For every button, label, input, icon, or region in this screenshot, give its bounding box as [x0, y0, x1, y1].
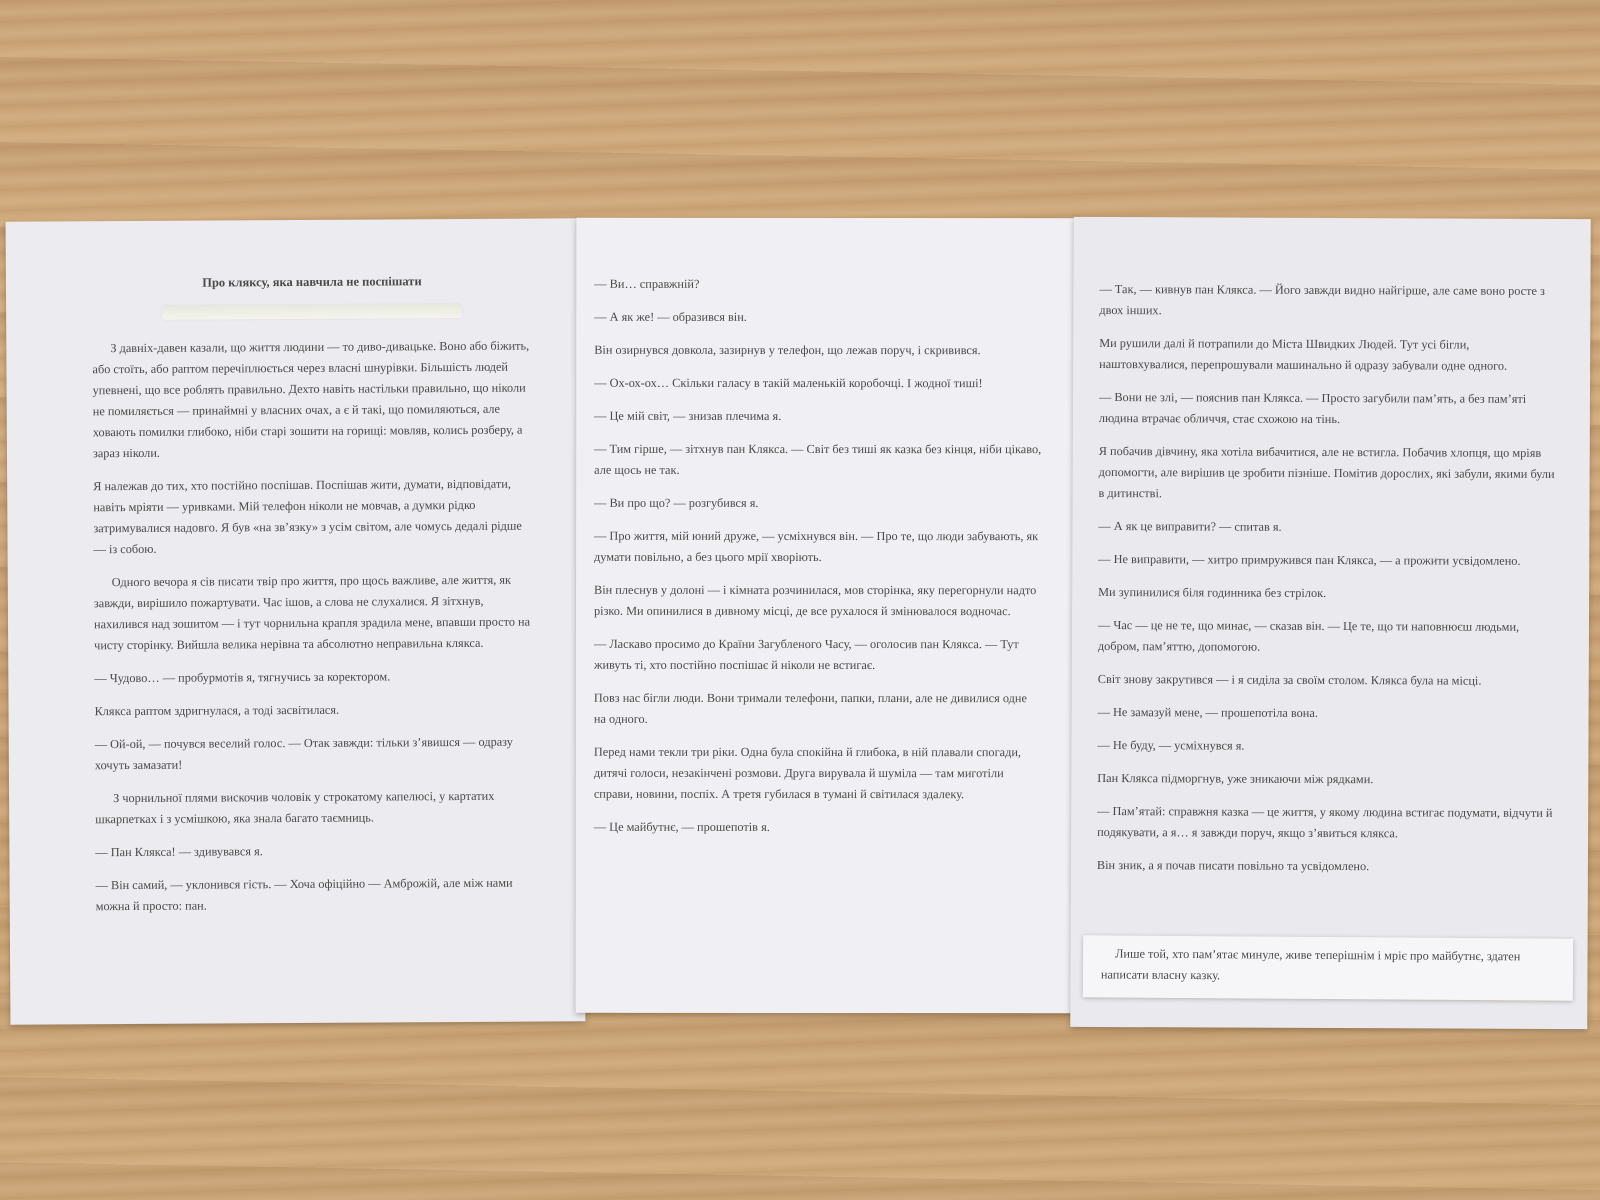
paragraph: Пан Клякса підморгнув, уже зникаючи між рядками.: [1097, 770, 1374, 787]
page-1-text: [92, 271, 536, 930]
paragraph: — Він самий, — уклонився гість. — Хоча офіційно — Амброжій, але між нами можна й просто: пан.: [95, 875, 513, 914]
paragraph: Світ знову закрутився — і я сиділа за своїм столом. Клякса була на місці.: [1097, 671, 1482, 688]
story-title: Про кляксу, яка навчила не поспішати: [202, 274, 422, 290]
page-2: [576, 218, 1079, 1013]
paragraph: — А як це виправити? — спитав я.: [1098, 518, 1282, 534]
page-1: [6, 218, 586, 1024]
paragraph: Він плеснув у долоні — і кімната розчинилася, мов сторінка, яку перегорнули надто різко. Ми опинилися в дивному місці, де все рухалося й змінювалося водночас.: [593, 582, 1037, 619]
page-1-paragraphs: [92, 336, 536, 918]
pasted-slip: [1083, 935, 1573, 1000]
paragraph: — Ви про що? — розгубився я.: [594, 495, 759, 510]
paragraph: — Це майбутнє, — прошепотів я.: [593, 819, 770, 834]
paragraph: — Це мій світ, — знизав плечима я.: [594, 408, 782, 423]
paragraph: — Час — це не те, що минає, — сказав він. — Це те, що ти наповнюєш людьми, добром, пам’яттю, допомогою.: [1097, 617, 1520, 654]
paragraph: — Про життя, мій юний друже, — усміхнувся він. — Про те, що люди забувають, як думати повільно, а без цього мрії хворіють.: [594, 528, 1039, 564]
paragraph: — Тим гірше, — зітхнув пан Клякса. — Світ без тиші як казка без кінця, ніби цікаво, але щось не так.: [594, 441, 1042, 477]
paragraph: — Чудово… — пробурмотів я, тягнучись за коректором.: [94, 669, 391, 686]
paragraph: Повз нас бігли люди. Вони тримали телефони, папки, плани, але не дивилися одне на одного.: [593, 690, 1027, 726]
paragraph: З давніх-давен казали, що життя людини — то диво-дивацьке. Воно або біжить, або стоїть, або раптом перечіплюється через власні шнурівки. Більшість людей упевнені, що все роблять правильно. Дехто навіть настільки правильно, що ніколи не помиляється — принаймні у власних очах, а є й такі, що помиляються, але ховають помилки глибоко, ніби старі зошити на горищі: мовляв, колись розберу, а зараз ніколи.: [92, 338, 530, 461]
paragraph: — Не замазуй мене, — прошепотіла вона.: [1097, 704, 1318, 720]
paragraph: — Не виправити, — хитро примружився пан Клякса, — а прожити усвідомлено.: [1098, 551, 1521, 568]
paragraph: — Ласкаво просимо до Країни Загубленого Часу, — оголосив пан Клякса. — Тут живуть ті, хто постійно поспішає й ніколи не встигає.: [593, 636, 1019, 673]
paragraph: — Ой-ой, — почувся веселий голос. — Отак завжди: тільки з’явишся — одразу хочуть замазати!: [94, 734, 513, 773]
paragraph: — Не буду, — усміхнувся я.: [1097, 737, 1245, 753]
tape-strip: [162, 304, 462, 320]
paragraph: Ми рушили далі й потрапили до Міста Швидких Людей. Тут усі бігли, наштовхувалися, перепрошували машинально й одразу забували одне одного.: [1099, 335, 1508, 373]
paragraph: Клякса раптом здригнулася, а тоді засвітилася.: [94, 702, 340, 719]
paragraph: Він озирнувся довкола, зазирнув у телефон, що лежав поруч, і скривився.: [594, 342, 981, 358]
paragraph: — Пам’ятай: справжня казка — це життя, у якому людина встигає подумати, відчути й подякувати, а я… я завжди поруч, якщо з’явиться клякса.: [1097, 803, 1553, 841]
page-3: [1070, 217, 1591, 1029]
paragraph: Я побачив дівчину, яка хотіла вибачитися, але не встигла. Побачив хлопця, що мріяв допомогти, але вирішив це зробити пізніше. Помітив дорослих, які забули, якими були в дитинстві.: [1098, 443, 1555, 501]
paragraph: Перед нами текли три ріки. Одна була спокійна й глибока, в ній плавали спогади, дитячі голоси, незакінчені розмови. Друга вирувала й шуміла — там миготіли справи, новини, поспіх. А третя губилася в тумані й світилася здалеку.: [593, 744, 1021, 802]
slip-text: Лише той, хто пам’ятає минуле, живе теперішнім і мріє про майбутнє, здатен написати власну казку.: [1100, 946, 1521, 983]
paragraph: — Вони не злі, — пояснив пан Клякса. — Просто загубили пам’ять, а без пам’яті людина втрачає обличчя, стає схожою на тінь.: [1098, 389, 1527, 427]
paragraph: Ми зупинилися біля годинника без стрілок.: [1098, 584, 1327, 600]
paragraph: — Ви… справжній?: [594, 276, 700, 291]
page-2-text: [594, 274, 1043, 850]
paragraph: — Так, — кивнув пан Клякса. — Його завжди видно найгірше, але саме воно росте з двох інших.: [1099, 281, 1545, 318]
paragraph: Він зник, а я почав писати повільно та усвідомлено.: [1096, 857, 1370, 874]
page-3-text: [1097, 279, 1560, 890]
paragraph: З чорнильної плями вискочив чоловік у строкатому капелюсі, у картатих шкарпетках і з усмішкою, яка знала багато таємниць.: [95, 788, 495, 827]
paragraph: — А як же! — образився він.: [594, 309, 747, 324]
paragraph: Одного вечора я сів писати твір про життя, про щось важливе, але життя, як завжди, вирішило пожартувати. Час ішов, а слова не слухалися. Я зітхнув, нахилився над зошитом — і тут чорнильна крапля зрадила мене, впавши просто на чисту сторінку. Вийшла велика нерівна та абсолютно неправильна клякса.: [93, 572, 531, 653]
paragraph: — Пан Клякса! — здивувався я.: [95, 844, 263, 860]
paragraph: — Ох-ох-ох… Скільки галасу в такій маленькій коробочці. І жодної тиші!: [594, 375, 983, 391]
paragraph: Я належав до тих, хто постійно поспішав. Поспішав жити, думати, відповідати, навіть мріяти — уривками. Мій телефон ніколи не мовчав, а думки рідко затримувалися надовго. Я був «на зв’язку» з усім світом, але чомусь дедалі рідше — із собою.: [93, 476, 522, 557]
